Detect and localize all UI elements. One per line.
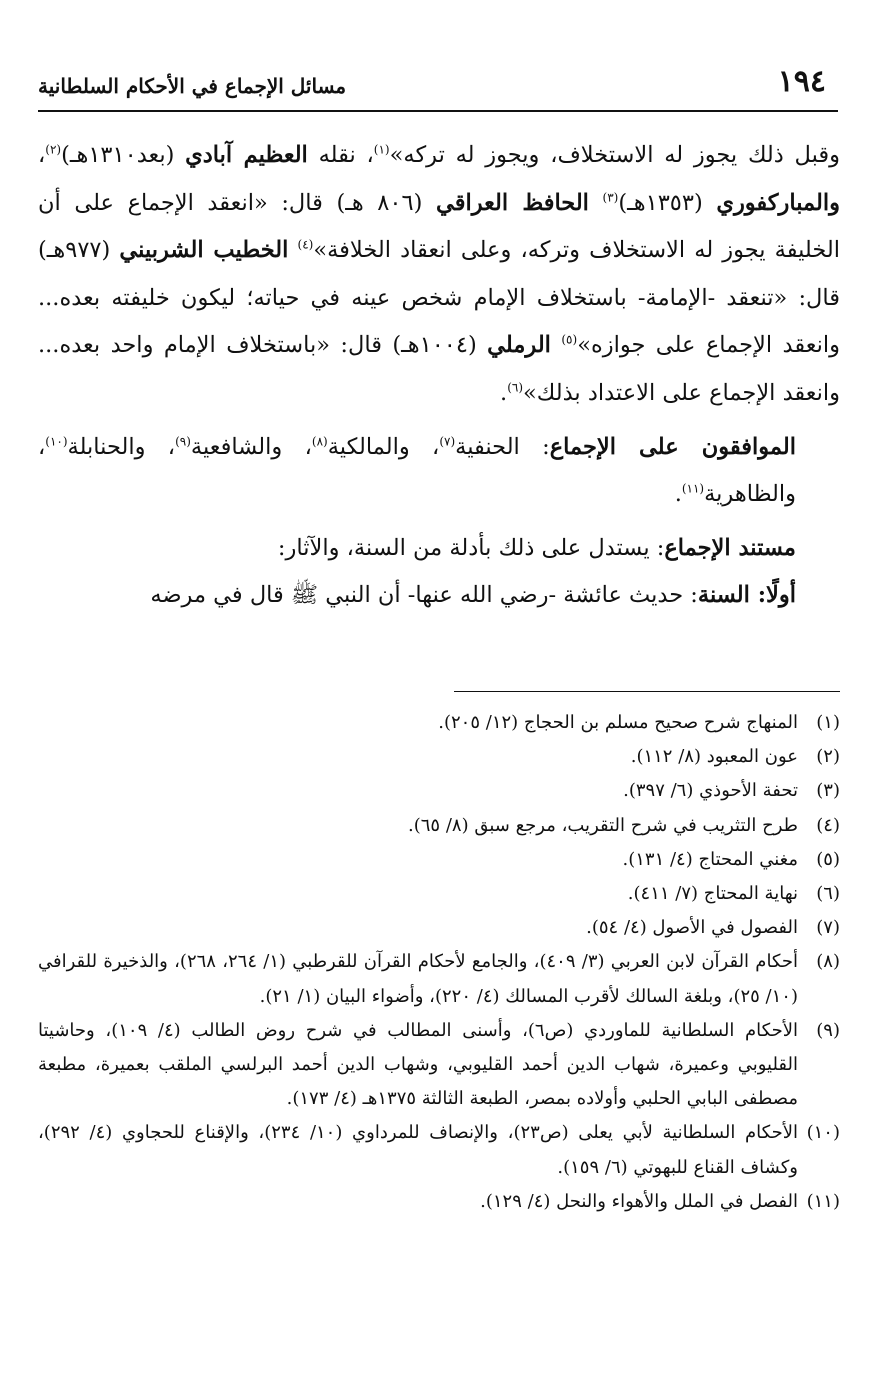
footnote-number: (٣) <box>816 780 840 802</box>
footnote-ref: (٤) <box>297 237 314 252</box>
section-label: أولًا: السنة <box>697 582 796 609</box>
footnote-ref: (٩) <box>175 434 191 449</box>
scholar-name: والمباركفوري <box>716 189 841 216</box>
footnote <box>38 877 840 911</box>
footnote <box>38 945 840 1013</box>
footnote <box>38 1185 840 1219</box>
section-label: الموافقون على الإجماع <box>549 433 796 460</box>
main-text <box>38 132 840 620</box>
footnote-text: طرح التثريب في شرح التقريب، مرجع سبق (٨/ ٦٥). <box>408 814 798 836</box>
footnote-ref: (١٠) <box>45 434 68 449</box>
footnote-number: (٥) <box>816 848 840 870</box>
footnote-ref: (٨) <box>311 434 328 449</box>
footnote-ref: (٦) <box>507 380 524 395</box>
footnote-number: (١) <box>816 712 840 733</box>
footnote <box>38 740 840 774</box>
footnote-ref: (١) <box>373 142 390 157</box>
footnote <box>38 774 840 808</box>
paragraph-sunnah: أولًا: السنة: حديث عائشة -رضي الله عنها- أن النبي ﷺ قال في مرضه <box>150 582 796 609</box>
footnote-text: الفصل في الملل والأهواء والنحل (٤/ ١٢٩). <box>480 1190 798 1212</box>
footnote-text: تحفة الأحوذي (٦/ ٣٩٧). <box>623 780 798 802</box>
footnote <box>38 1116 840 1184</box>
footnote-text: الأحكام السلطانية للماوردي (ص٦)، وأسنى المطالب في شرح روض الطالب (٤/ ١٠٩)، وحاشيتا القليوبي وعميرة، شهاب الدين أحمد القليوبي، وشهاب الدين أحمد البرلسي الملقب بعميرة، مطبعة مصطفى البابي الحلبي وأولاده بمصر، الطبعة الثالثة ١٣٧٥هـ (٤/ ١٧٣). <box>38 1019 798 1110</box>
scholar-name: الرملي <box>487 332 551 359</box>
footnote <box>38 843 840 877</box>
footnote-text: المنهاج شرح صحيح مسلم بن الحجاج (١٢/ ٢٠٥). <box>438 712 798 733</box>
page-header <box>38 58 838 106</box>
footnote-ref: (٣) <box>602 190 619 205</box>
header-divider <box>38 110 838 112</box>
scholar-name: العظيم آبادي <box>185 142 308 168</box>
footnote-number: (١١) <box>806 1190 840 1212</box>
paragraph-agreeing-schools: الموافقون على الإجماع: الحنفية$^{(٧)}$، والمالكية$^{(٨)}$، والشافعية$^{(٩)}$، والحنابلة$^{(١٠)}$، والظاهرية$^{(١١)}$. <box>38 433 796 508</box>
scholar-name: الخطيب الشربيني <box>119 237 289 264</box>
footnote-ref: (٧) <box>439 434 456 449</box>
footnote-ref: (٢) <box>45 142 62 157</box>
footnote-ref: (١١) <box>681 481 705 496</box>
footnote-text: مغني المحتاج (٤/ ١٣١). <box>622 848 798 870</box>
footnote-divider <box>454 691 840 692</box>
footnote-number: (٨) <box>816 951 840 973</box>
footnote-number: (٩) <box>816 1019 840 1041</box>
footnote-ref: (٥) <box>561 332 578 347</box>
footnotes <box>38 706 840 1219</box>
paragraph-consensus-reports: وقبل ذلك يجوز له الاستخلاف، ويجوز له تركه»$^{(١)}$، نقله العظيم آبادي (بعد١٣١٠هـ)$^{(٢)}$، والمباركفوري (١٣٥٣هـ)$^{(٣)}$ الحافظ العراقي (٨٠٦ هـ) قال: «انعقد الإجماع على أن الخليفة يجوز له الاستخلاف وتركه، وعلى انعقاد الخلافة»$^{(٤)}$ الخطيب الشربيني (٩٧٧هـ) قال: «تنعقد -الإمامة- باستخلاف الإمام شخص عينه في حياته؛ ليكون خليفته بعده... وانعقد الإجماع على جوازه»$^{(٥)}$ الرملي (١٠٠٤هـ) قال: «باستخلاف الإمام واحد بعده... وانعقد الإجماع على الاعتداد بذلك»$^{(٦)}$. <box>38 142 841 406</box>
footnote <box>38 1014 840 1117</box>
footnote-text: نهاية المحتاج (٧/ ٤١١). <box>627 883 798 905</box>
footnote-number: (٢) <box>816 746 840 768</box>
footnote-number: (١٠) <box>806 1122 840 1144</box>
footnote-text: الفصول في الأصول (٤/ ٥٤). <box>586 917 798 939</box>
footnote-text: الأحكام السلطانية لأبي يعلى (ص٢٣)، والإنصاف للمرداوي (١٠/ ٢٣٤)، والإقناع للحجاوي (٤/ ٢٩٢)، وكشاف القناع للبهوتي (٦/ ١٥٩). <box>38 1122 798 1178</box>
running-title: مسائل الإجماع في الأحكام السلطانية <box>38 74 347 98</box>
scholar-name: الحافظ العراقي <box>435 189 589 216</box>
page-number: ١٩٤ <box>777 64 826 99</box>
footnote <box>38 809 840 843</box>
footnote <box>38 706 840 740</box>
footnote-number: (٧) <box>816 917 840 939</box>
paragraph-consensus-basis: مستند الإجماع: يستدل على ذلك بأدلة من السنة، والآثار: <box>277 534 796 561</box>
footnote <box>38 911 840 945</box>
section-label: مستند الإجماع <box>664 534 796 561</box>
footnote-number: (٦) <box>816 883 840 905</box>
footnote-number: (٤) <box>816 814 840 836</box>
footnote-text: عون المعبود (٨/ ١١٢). <box>630 746 798 768</box>
footnote-text: أحكام القرآن لابن العربي (٣/ ٤٠٩)، والجامع لأحكام القرآن للقرطبي (١/ ٢٦٤، ٢٦٨)، والذخيرة للقرافي (١٠/ ٢٥)، وبلغة السالك لأقرب المسالك (٤/ ٢٢٠)، وأضواء البيان (١/ ٢١). <box>38 951 798 1007</box>
